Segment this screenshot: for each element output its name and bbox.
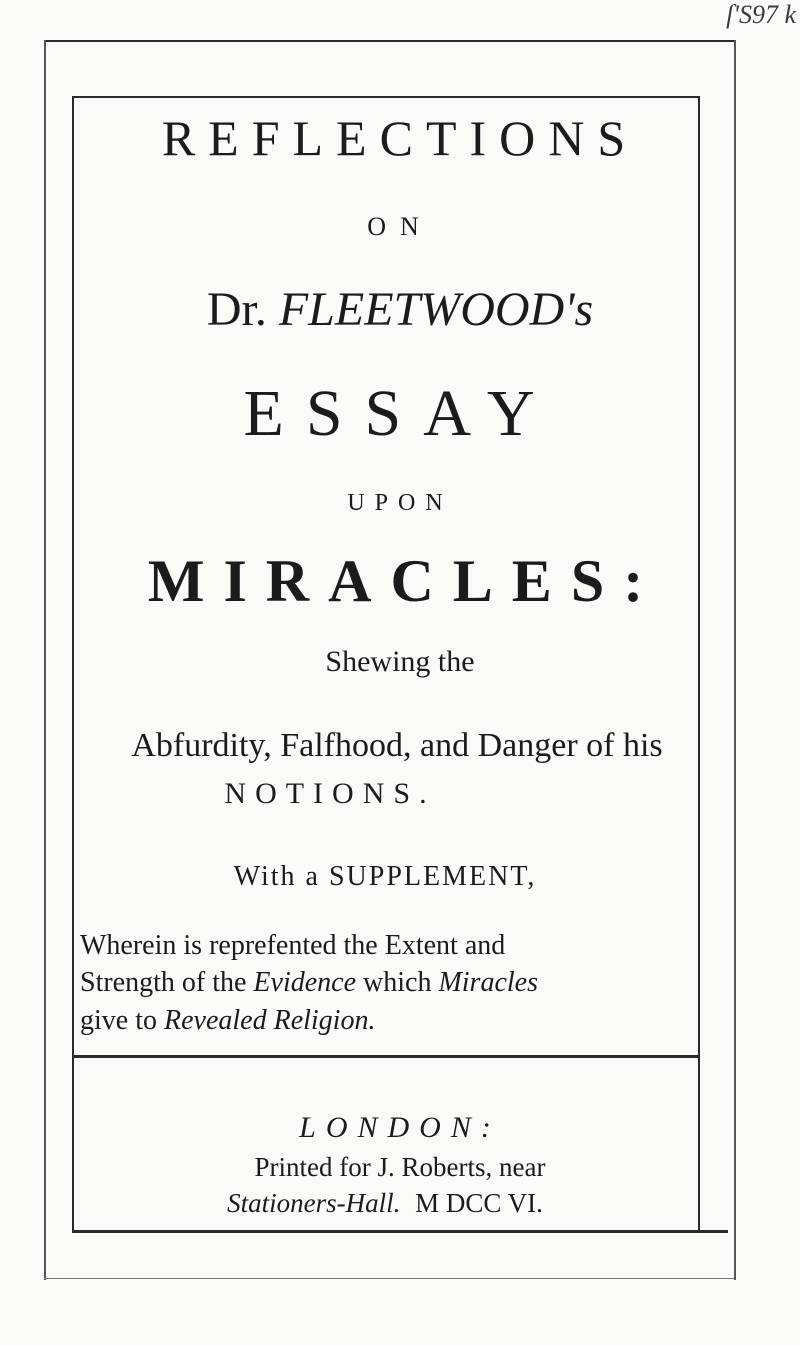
imprint-year: M DCC VI. — [415, 1188, 543, 1218]
top-rule-outer — [44, 40, 734, 42]
top-rule-inner — [72, 96, 700, 98]
bottom-rule-inner — [72, 1230, 728, 1233]
title-line-on — [160, 210, 640, 244]
title-fleetwood: FLEETWOOD's — [278, 283, 594, 336]
subtitle-notions: NOTIONS. — [224, 777, 436, 810]
imprint-divider — [72, 1055, 700, 1058]
title-dr: Dr. — [206, 283, 267, 336]
title-essay: ESSAY — [243, 377, 557, 450]
title-reflections: REFLECTIONS — [161, 110, 639, 166]
supplement-miracles: Miracles — [438, 967, 538, 998]
supplement-line-1 — [90, 860, 680, 894]
subtitle-line-2 — [80, 726, 714, 766]
title-miracles: MIRACLES: — [147, 548, 663, 614]
imprint-place: Stationers-Hall. — [227, 1188, 401, 1218]
imprint-place-line — [90, 1186, 680, 1220]
supplement-give-to: give to — [80, 1005, 164, 1036]
supplement-revealed-religion: Revealed Religion. — [164, 1005, 376, 1036]
title-line-fleetwood — [0, 280, 800, 340]
supplement-heading: With a SUPPLEMENT, — [233, 861, 537, 892]
imprint-printed-line — [90, 1150, 710, 1184]
supplement-wherein: Wherein is reprefented the Extent and — [80, 930, 506, 961]
imprint-city: LONDON: — [299, 1111, 501, 1144]
title-line-reflections — [86, 108, 714, 168]
title-on: ON — [367, 212, 433, 241]
manuscript-annotation: ſ'S97 k — [726, 0, 796, 29]
imprint-printed-for: Printed for J. Roberts, near — [254, 1152, 546, 1182]
imprint-city-line — [200, 1110, 600, 1146]
subtitle-absurdity: Abfurdity, Falfhood, and Danger of his — [131, 727, 663, 764]
title-upon: UPON — [347, 490, 453, 516]
supplement-line-4 — [80, 1004, 700, 1038]
supplement-strength: Strength of the — [80, 967, 254, 998]
supplement-evidence: Evidence — [253, 967, 357, 998]
supplement-line-3 — [80, 966, 700, 1000]
title-line-upon — [200, 488, 600, 518]
title-line-essay — [120, 375, 680, 453]
bottom-rule-outer — [44, 1278, 734, 1279]
supplement-line-2 — [80, 929, 700, 963]
title-line-miracles — [82, 545, 728, 617]
subtitle-line-3 — [120, 776, 540, 812]
subtitle-line-1 — [0, 644, 800, 680]
subtitle-shewing: Shewing the — [325, 645, 475, 678]
supplement-which: which — [356, 967, 439, 998]
